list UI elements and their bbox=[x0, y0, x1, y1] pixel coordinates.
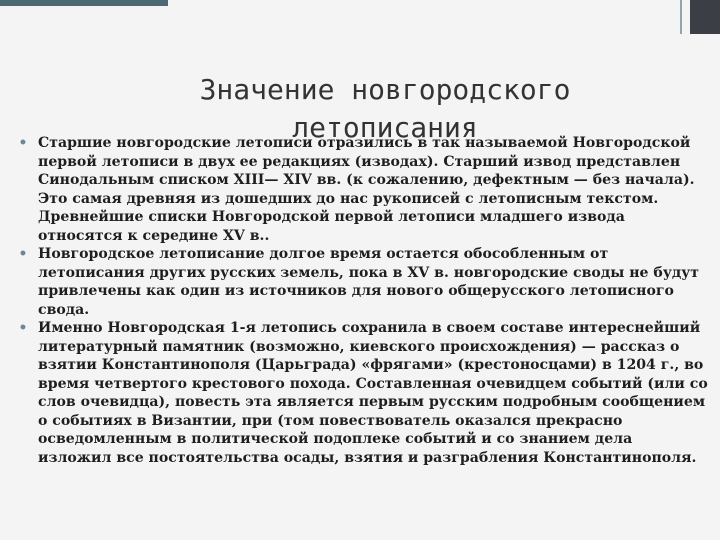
bullet-item bbox=[12, 319, 708, 467]
bullet-icon: • bbox=[18, 320, 28, 336]
top-accent-bar bbox=[0, 0, 168, 6]
bullet-item bbox=[12, 134, 708, 245]
top-accent-line bbox=[680, 0, 682, 34]
bullet-icon: • bbox=[18, 135, 28, 151]
bullet-icon: • bbox=[18, 246, 28, 262]
top-right-accent-block bbox=[690, 0, 720, 34]
slide-title: Значение новгородского летописания bbox=[199, 72, 571, 144]
bullet-item bbox=[12, 245, 708, 319]
bullet-text: Новгородское летописание долгое время остается обособленным от летописания других русских земель, пока в XV в. новгородские своды не будут привлечены как один из источников для нового общерусского летописного свода. bbox=[38, 246, 700, 318]
bullet-list bbox=[12, 134, 708, 467]
bullet-text: Старшие новгородские летописи отразились в так называемой Новгородской первой летописи в двух ее редакциях (изводах). Старший извод представлен Синодальным списком XIII— XIV вв. (к сожалению, дефектным — без начала). Это самая древняя из дошедших до нас рукописей с летописным текстом. Древнейшие списки Новгородской первой летописи младшего извода относятся к середине XV в.. bbox=[38, 135, 695, 244]
bullet-text: Именно Новгородская 1-я летопись сохранила в своем составе интереснейший литературный памятник (возможно, киевского происхождения) — рассказ о взятии Константинополя (Царьграда) «фрягами» (крестоносцами) в 1204 г., во время четвертого крестового похода. Составленная очевидцем событий (или со слов очевидца), повесть эта является первым русским подробным сообщением о событиях в Византии, при (том повествователь оказался прекрасно осведомленным в политической подоплеке событий и со знанием дела изложил все постоятельства осады, взятия и разграбления Константинополя. bbox=[38, 320, 708, 466]
